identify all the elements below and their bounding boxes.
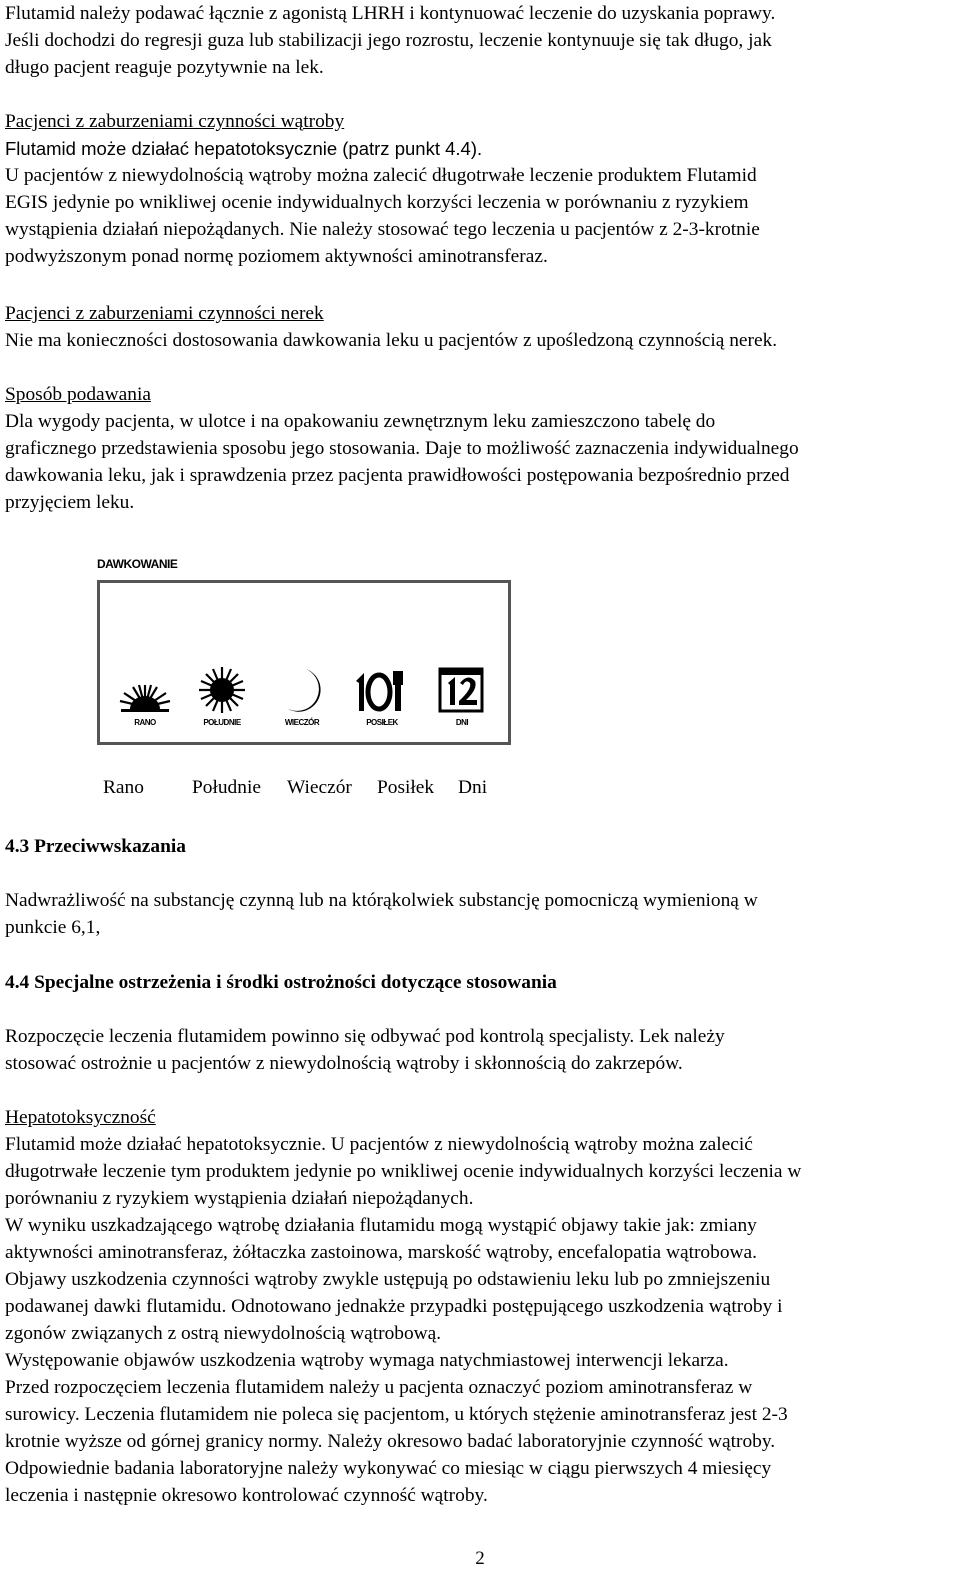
- hepatotoxicity-section: [5, 1104, 960, 1509]
- text-line: krotnie wyższe od górnej granicy normy. Należy okresowo badać laboratoryjnie czynność wątroby.: [5, 1431, 776, 1452]
- warnings-text: [5, 1023, 960, 1077]
- sun-icon: [190, 663, 254, 719]
- text-line: Nadwrażliwość na substancję czynną lub na którąkolwiek substancję pomocniczą wymienioną w: [5, 890, 758, 911]
- meal-icon: [350, 663, 414, 719]
- text-line: stosować ostrożnie u pacjentów z niewydolnością wątroby i skłonnością do zakrzepów.: [5, 1053, 683, 1074]
- intro-paragraph: [5, 0, 960, 81]
- caption-morning: Rano: [103, 777, 144, 798]
- kidney-section: [5, 300, 960, 354]
- dosing-icon-label: RANO: [134, 718, 156, 727]
- dosing-evening: [270, 663, 334, 733]
- moon-icon: [270, 663, 334, 719]
- sunrise-icon: [113, 663, 177, 719]
- text-line: podawanej dawki flutamidu. Odnotowano jednakże przypadki postępującego uszkodzenia wątroby i: [5, 1296, 783, 1317]
- dosing-table-title: DAWKOWANIE: [97, 557, 178, 571]
- dosing-icon-label: POŁUDNIE: [203, 718, 241, 727]
- dosing-noon: [190, 663, 254, 733]
- caption-evening: Wieczór: [287, 777, 352, 798]
- text-line: Dla wygody pacjenta, w ulotce i na opakowaniu zewnętrznym leku zamieszczono tabelę do: [5, 411, 716, 432]
- warnings-section: [5, 969, 960, 996]
- text-line: Flutamid może działać hepatotoksycznie (patrz punkt 4.4).: [5, 138, 483, 159]
- administration-section: [5, 381, 960, 516]
- text-line: Nie ma konieczności dostosowania dawkowania leku u pacjentów z upośledzoną czynnością nerek.: [5, 330, 778, 351]
- text-line: Rozpoczęcie leczenia flutamidem powinno się odbywać pod kontrolą specjalisty. Lek należy: [5, 1026, 725, 1047]
- section-heading: Pacjenci z zaburzeniami czynności nerek: [5, 303, 324, 324]
- text-line: długotrwałe leczenie tym produktem jedynie po wnikliwej ocenie indywidualnych korzyści leczenia w: [5, 1161, 802, 1182]
- text-line: przyjęciem leku.: [5, 492, 135, 513]
- dosing-icon-label: POSIŁEK: [366, 718, 398, 727]
- text-line: graficznego przedstawienia sposobu jego stosowania. Daje to możliwość zaznaczenia indywidualnego: [5, 438, 799, 459]
- text-line: leczenia i następnie okresowo kontrolować czynność wątroby.: [5, 1485, 488, 1506]
- text-line: EGIS jedynie po wnikliwej ocenie indywidualnych korzyści leczenia w porównaniu z ryzykiem: [5, 192, 749, 213]
- dosing-meal: [350, 663, 414, 733]
- text-line: Flutamid może działać hepatotoksycznie. U pacjentów z niewydolnością wątroby można zalecić: [5, 1134, 753, 1155]
- calendar-icon: [430, 663, 494, 719]
- dosing-icon-label: WIECZÓR: [284, 718, 320, 727]
- caption-meal: Posiłek: [377, 777, 435, 798]
- caption-noon: Południe: [192, 777, 261, 798]
- dosing-days: [430, 663, 494, 733]
- text-line: W wyniku uszkadzającego wątrobę działania flutamidu mogą wystąpić objawy takie jak: zmiany: [5, 1215, 757, 1236]
- contraindications-section: [5, 833, 960, 860]
- caption-days: Dni: [458, 777, 488, 798]
- dosing-table: [97, 580, 511, 745]
- text-line: podwyższonym ponad normę poziomem aktywności aminotransferaz.: [5, 246, 548, 267]
- text-line: porównaniu z ryzykiem wystąpienia działań niepożądanych.: [5, 1188, 474, 1209]
- text-line: U pacjentów z niewydolnością wątroby można zalecić długotrwałe leczenie produktem Flutamid: [5, 165, 757, 186]
- liver-section: [5, 108, 960, 270]
- contraindications-text: [5, 887, 960, 941]
- text-line: długo pacjent reaguje pozytywnie na lek.: [5, 57, 324, 78]
- text-line: Objawy uszkodzenia czynności wątroby zwykle ustępują po odstawieniu leku lub po zmniejszeniu: [5, 1269, 771, 1290]
- text-line: Odpowiednie badania laboratoryjne należy wykonywać co miesiąc w ciągu pierwszych 4 miesięcy: [5, 1458, 772, 1479]
- text-line: Występowanie objawów uszkodzenia wątroby wymaga natychmiastowej interwencji lekarza.: [5, 1350, 729, 1371]
- text-line: Flutamid należy podawać łącznie z agonistą LHRH i kontynuować leczenie do uzyskania poprawy.: [5, 3, 776, 24]
- text-line: aktywności aminotransferaz, żółtaczka zastoinowa, marskość wątroby, encefalopatia wątrobowa.: [5, 1242, 757, 1263]
- section-heading: Hepatotoksyczność: [5, 1107, 156, 1128]
- dosing-icon-label: DNI: [455, 718, 469, 727]
- text-line: surowicy. Leczenia flutamidem nie poleca się pacjentom, u których stężenie aminotransferaz jest 2-3: [5, 1404, 788, 1425]
- text-line: punkcie 6,1,: [5, 917, 101, 938]
- page-number: 2: [475, 1548, 485, 1569]
- text-line: wystąpienia działań niepożądanych. Nie należy stosować tego leczenia u pacjentów z 2-3-krotnie: [5, 219, 760, 240]
- section-heading: Pacjenci z zaburzeniami czynności wątroby: [5, 111, 345, 132]
- dosing-morning: [113, 663, 177, 733]
- section-heading: 4.4 Specjalne ostrzeżenia i środki ostrożności dotyczące stosowania: [5, 972, 557, 993]
- section-heading: Sposób podawania: [5, 384, 151, 405]
- section-heading: 4.3 Przeciwwskazania: [5, 836, 186, 857]
- text-line: dawkowania leku, jak i sprawdzenia przez pacjenta prawidłowości postępowania bezpośrednio przed: [5, 465, 790, 486]
- text-line: zgonów związanych z ostrą niewydolnością wątrobową.: [5, 1323, 442, 1344]
- text-line: Przed rozpoczęciem leczenia flutamidem należy u pacjenta oznaczyć poziom aminotransferaz w: [5, 1377, 753, 1398]
- text-line: Jeśli dochodzi do regresji guza lub stabilizacji jego rozrostu, leczenie kontynuuje się tak długo, jak: [5, 30, 772, 51]
